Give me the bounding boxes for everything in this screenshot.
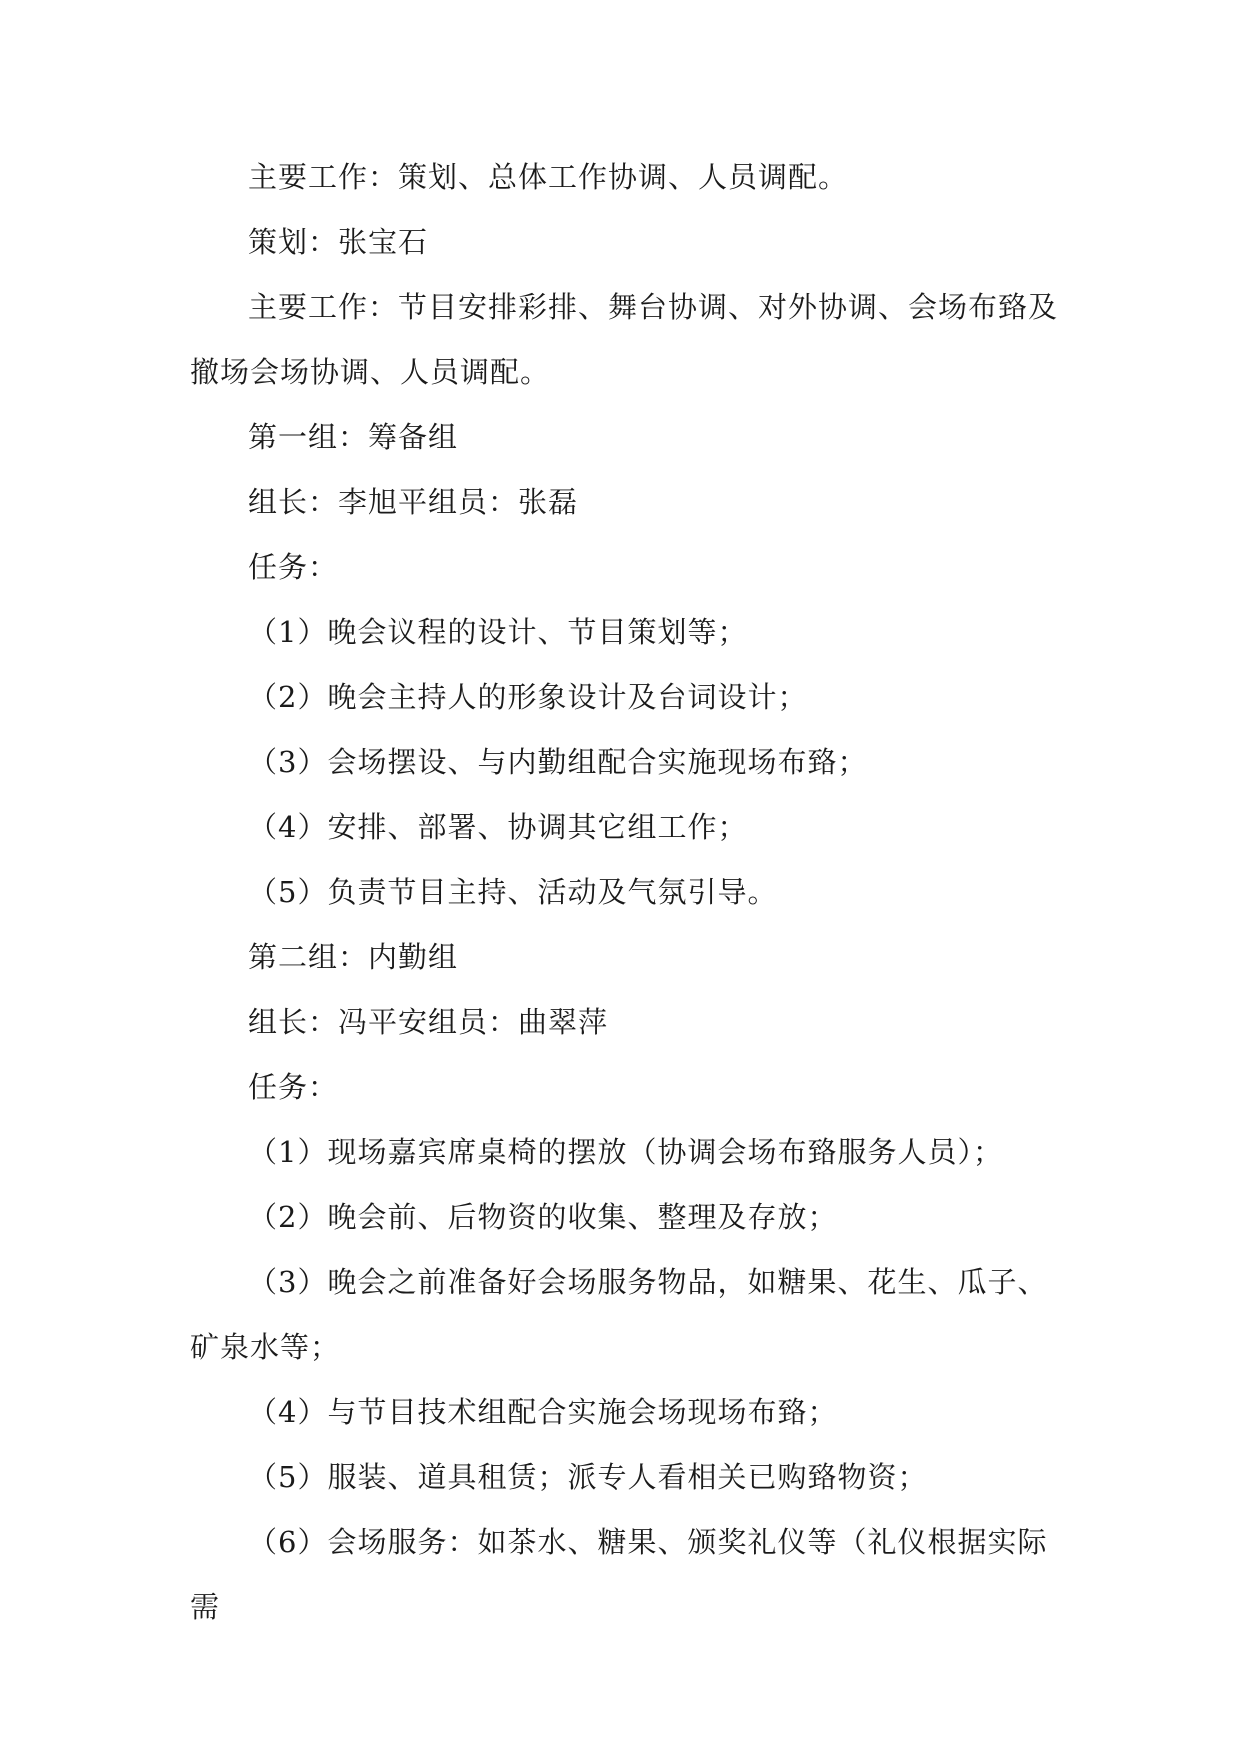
paragraph-group-2-task-4: （4）与节目技术组配合实施会场现场布臵； xyxy=(248,1395,838,1429)
paragraph-group-2-task-2: （2）晚会前、后物资的收集、整理及存放； xyxy=(248,1200,838,1234)
paragraph-group-1-task-1: （1）晚会议程的设计、节目策划等； xyxy=(248,615,748,649)
paragraph-group-2-task-5: （5）服装、道具租赁；派专人看相关已购臵物资； xyxy=(248,1460,928,1494)
paragraph-group-1-task-3: （3）会场摆设、与内勤组配合实施现场布臵； xyxy=(248,745,868,779)
paragraph-group-2-task-6: （6）会场服务：如茶水、糖果、颁奖礼仪等（礼仪根据实际需 xyxy=(190,1525,1048,1624)
paragraph-group-2-title: 第二组：内勤组 xyxy=(248,940,459,974)
paragraph-group-2-members: 组长：冯平安组员：曲翠萍 xyxy=(248,1005,609,1039)
paragraph-main-work-1: 主要工作：策划、总体工作协调、人员调配。 xyxy=(248,160,849,194)
paragraph-planner: 策划：张宝石 xyxy=(248,225,429,259)
paragraph-group-1-tasks-heading: 任务： xyxy=(248,550,339,584)
paragraph-group-1-title: 第一组：筹备组 xyxy=(248,420,459,454)
paragraph-main-work-2: 主要工作：节目安排彩排、舞台协调、对外协调、会场布臵及撤场会场协调、人员调配。 xyxy=(190,290,1059,389)
document-body xyxy=(190,145,1060,1640)
paragraph-group-2-task-3: （3）晚会之前准备好会场服务物品，如糖果、花生、瓜子、矿泉水等； xyxy=(190,1265,1048,1364)
paragraph-group-1-task-2: （2）晚会主持人的形象设计及台词设计； xyxy=(248,680,808,714)
paragraph-group-1-task-5: （5）负责节目主持、活动及气氛引导。 xyxy=(248,875,778,909)
paragraph-group-2-tasks-heading: 任务： xyxy=(248,1070,339,1104)
paragraph-group-1-members: 组长：李旭平组员：张磊 xyxy=(248,485,579,519)
paragraph-group-2-task-1: （1）现场嘉宾席桌椅的摆放（协调会场布臵服务人员）； xyxy=(248,1135,1003,1169)
paragraph-group-1-task-4: （4）安排、部署、协调其它组工作； xyxy=(248,810,748,844)
